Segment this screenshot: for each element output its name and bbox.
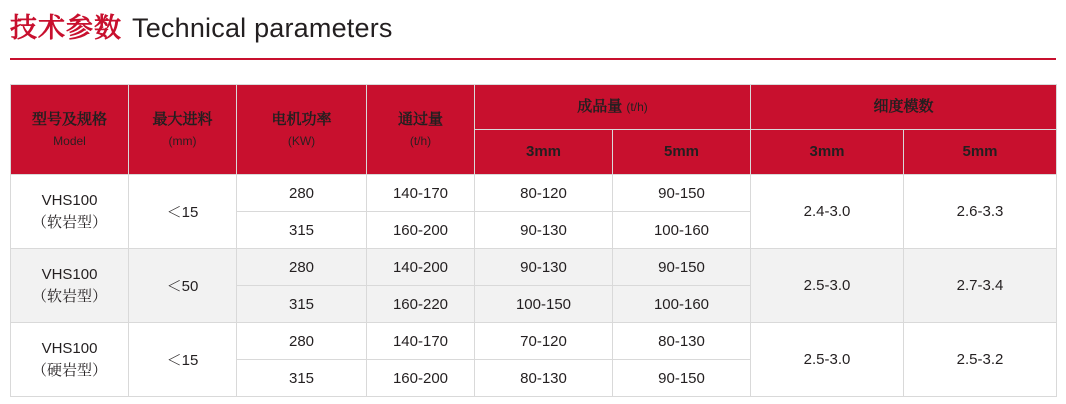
header-motor-power-unit: (KW) (287, 134, 316, 149)
header-max-feed (129, 85, 237, 175)
page-title-en: Technical parameters (132, 13, 393, 43)
cell-output-3mm: 80-120 (475, 175, 613, 212)
model-line2: （软岩型） (31, 213, 107, 231)
cell-motor-power: 315 (237, 212, 367, 249)
header-model (11, 85, 129, 175)
cell-fineness-3mm: 2.5-3.0 (751, 323, 904, 397)
cell-output-5mm: 100-160 (613, 212, 751, 249)
cell-motor-power: 315 (237, 286, 367, 323)
title-divider (10, 58, 1056, 60)
table-header (11, 85, 1057, 175)
header-max-feed-cn: 最大进料 (152, 110, 213, 128)
cell-output-5mm: 90-150 (613, 360, 751, 397)
cell-model (11, 323, 129, 397)
header-fineness-3mm: 3mm (751, 130, 904, 175)
header-fineness-cn: 细度模数 (873, 97, 934, 115)
cell-motor-power: 280 (237, 175, 367, 212)
spec-table-container (10, 84, 1056, 397)
header-max-feed-unit: (mm) (168, 134, 197, 149)
cell-motor-power: 280 (237, 249, 367, 286)
header-throughput-unit: (t/h) (409, 134, 432, 149)
model-line1: VHS100 (41, 339, 98, 357)
cell-fineness-3mm: 2.5-3.0 (751, 249, 904, 323)
model-line2: （软岩型） (31, 287, 107, 305)
cell-model (11, 175, 129, 249)
header-model-en: Model (53, 134, 86, 149)
cell-fineness-5mm: 2.7-3.4 (904, 249, 1057, 323)
model-line1: VHS100 (41, 265, 98, 283)
cell-fineness-5mm: 2.5-3.2 (904, 323, 1057, 397)
page-title-cn: 技术参数 (10, 13, 122, 43)
header-throughput (367, 85, 475, 175)
spec-table (10, 84, 1057, 397)
cell-max-feed: ＜50 (129, 249, 237, 323)
header-output-3mm: 3mm (475, 130, 613, 175)
cell-max-feed: ＜15 (129, 175, 237, 249)
header-output (475, 85, 751, 130)
header-output-cn: 成品量 (577, 97, 623, 115)
cell-output-5mm: 100-160 (613, 286, 751, 323)
page-title (10, 6, 393, 45)
cell-fineness-3mm: 2.4-3.0 (751, 175, 904, 249)
table-body (11, 175, 1057, 397)
header-throughput-cn: 通过量 (397, 110, 443, 128)
cell-motor-power: 315 (237, 360, 367, 397)
cell-throughput: 140-170 (367, 175, 475, 212)
header-motor-power-cn: 电机功率 (271, 110, 332, 128)
cell-output-3mm: 100-150 (475, 286, 613, 323)
header-fineness-5mm: 5mm (904, 130, 1057, 175)
cell-output-5mm: 80-130 (613, 323, 751, 360)
cell-max-feed: ＜15 (129, 323, 237, 397)
cell-throughput: 160-200 (367, 212, 475, 249)
cell-throughput: 160-200 (367, 360, 475, 397)
cell-output-3mm: 90-130 (475, 212, 613, 249)
header-model-cn: 型号及规格 (31, 110, 107, 128)
cell-output-3mm: 80-130 (475, 360, 613, 397)
cell-throughput: 140-170 (367, 323, 475, 360)
table-row (11, 249, 1057, 286)
header-output-5mm: 5mm (613, 130, 751, 175)
table-row (11, 323, 1057, 360)
cell-output-5mm: 90-150 (613, 175, 751, 212)
cell-output-5mm: 90-150 (613, 249, 751, 286)
cell-output-3mm: 70-120 (475, 323, 613, 360)
header-fineness (751, 85, 1057, 130)
header-motor-power (237, 85, 367, 175)
model-line1: VHS100 (41, 191, 98, 209)
cell-throughput: 140-200 (367, 249, 475, 286)
cell-fineness-5mm: 2.6-3.3 (904, 175, 1057, 249)
cell-output-3mm: 90-130 (475, 249, 613, 286)
cell-motor-power: 280 (237, 323, 367, 360)
table-row (11, 175, 1057, 212)
header-row-top (11, 85, 1057, 130)
cell-model (11, 249, 129, 323)
model-line2: （硬岩型） (31, 361, 107, 379)
header-output-unit: (t/h) (626, 99, 648, 114)
cell-throughput: 160-220 (367, 286, 475, 323)
